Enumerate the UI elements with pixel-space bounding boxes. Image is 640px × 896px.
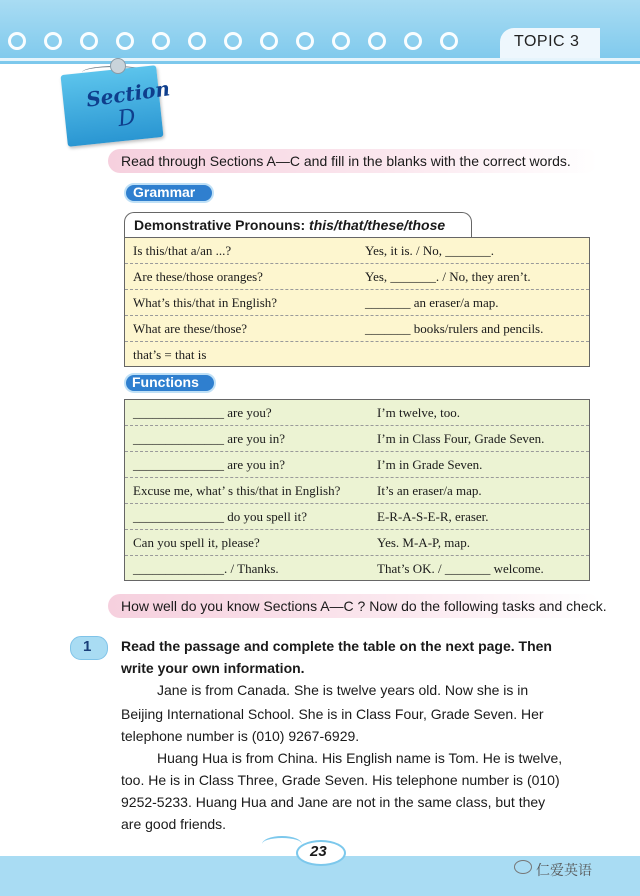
decorative-circle [440,32,458,50]
functions-answer: That’s OK. / _______ welcome. [377,561,544,576]
wechat-icon [514,860,532,874]
functions-answer: Yes. M-A-P, map. [377,535,470,550]
functions-question: ______________ are you in? [133,431,286,446]
table-row [125,316,589,342]
passage-line: telephone number is (010) 9267-6929. [121,728,360,744]
functions-answer: I’m in Grade Seven. [377,457,483,472]
functions-label: Functions [132,374,199,390]
task-instruction-line1: Read the passage and complete the table on the next page. Then [121,638,552,654]
decorative-circle [152,32,170,50]
intro-banner-text: Read through Sections A—C and fill in the blanks with the correct words. [121,153,571,169]
decorative-circle [368,32,386,50]
functions-answer: E-R-A-S-E-R, eraser. [377,509,489,524]
decorative-circle [260,32,278,50]
table-row [125,290,589,316]
task-number: 1 [83,638,92,655]
table-row [125,452,589,478]
grammar-answer: _______ books/rulers and pencils. [365,321,544,336]
decorative-circle [332,32,350,50]
table-row [125,530,589,556]
functions-question: Excuse me, what’ s this/that in English? [133,483,341,498]
decorative-circle [80,32,98,50]
table-row [125,426,589,452]
passage-line: Huang Hua is from China. His English name is Tom. He is twelve, [157,750,563,766]
grammar-question: Is this/that a/an ...? [133,243,232,258]
grammar-title-prefix: Demonstrative Pronouns: [134,217,310,233]
grammar-title-words: this/that/these/those [309,217,446,233]
passage-line: 9252-5233. Huang Hua and Jane are not in the same class, but they [121,794,546,810]
functions-question: Can you spell it, please? [133,535,260,550]
grammar-label: Grammar [133,184,196,200]
decorative-circle [44,32,62,50]
grammar-answer: Yes, _______. / No, they aren’t. [365,269,531,284]
passage-line: Jane is from Canada. She is twelve years old. Now she is in [157,682,529,698]
table-row [125,264,589,290]
pin-icon [110,58,126,74]
table-row [125,478,589,504]
watermark-text: 仁爱英语 [536,863,592,879]
grammar-question: What are these/those? [133,321,248,336]
topic-label: TOPIC 3 [514,33,580,50]
table-row [125,556,589,581]
section-letter: D [116,104,138,133]
decorative-circle [296,32,314,50]
passage-line: too. He is in Class Three, Grade Seven. His telephone number is (010) [121,772,560,788]
functions-question: ______________. / Thanks. [133,561,279,576]
functions-question: ______________ do you spell it? [133,509,308,524]
task-instruction-line2: write your own information. [121,660,305,676]
grammar-table-title [134,217,445,233]
grammar-table [124,237,590,367]
table-row [125,238,589,264]
section-word: Section [84,76,172,112]
grammar-answer: _______ an eraser/a map. [365,295,499,310]
page-number: 23 [310,843,327,860]
functions-table [124,399,590,581]
functions-answer: It’s an eraser/a map. [377,483,482,498]
band-line [0,58,640,61]
grammar-question: What’s this/that in English? [133,295,278,310]
decorative-circle [8,32,26,50]
table-row [125,342,589,367]
decorative-circle [224,32,242,50]
functions-question: ______________ are you in? [133,457,286,472]
grammar-note: that’s = that is [133,347,207,362]
functions-answer: I’m in Class Four, Grade Seven. [377,431,545,446]
passage-line: are good friends. [121,816,227,832]
passage-line: Beijing International School. She is in Class Four, Grade Seven. Her [121,706,544,722]
grammar-question: Are these/those oranges? [133,269,263,284]
table-row [125,400,589,426]
table-row [125,504,589,530]
grammar-answer: Yes, it is. / No, _______. [365,243,495,258]
decorative-circle [116,32,134,50]
functions-question: ______________ are you? [133,405,272,420]
check-banner-text: How well do you know Sections A—C ? Now do the following tasks and check. [121,598,607,614]
functions-answer: I’m twelve, too. [377,405,461,420]
decorative-circle [188,32,206,50]
decorative-circle [404,32,422,50]
